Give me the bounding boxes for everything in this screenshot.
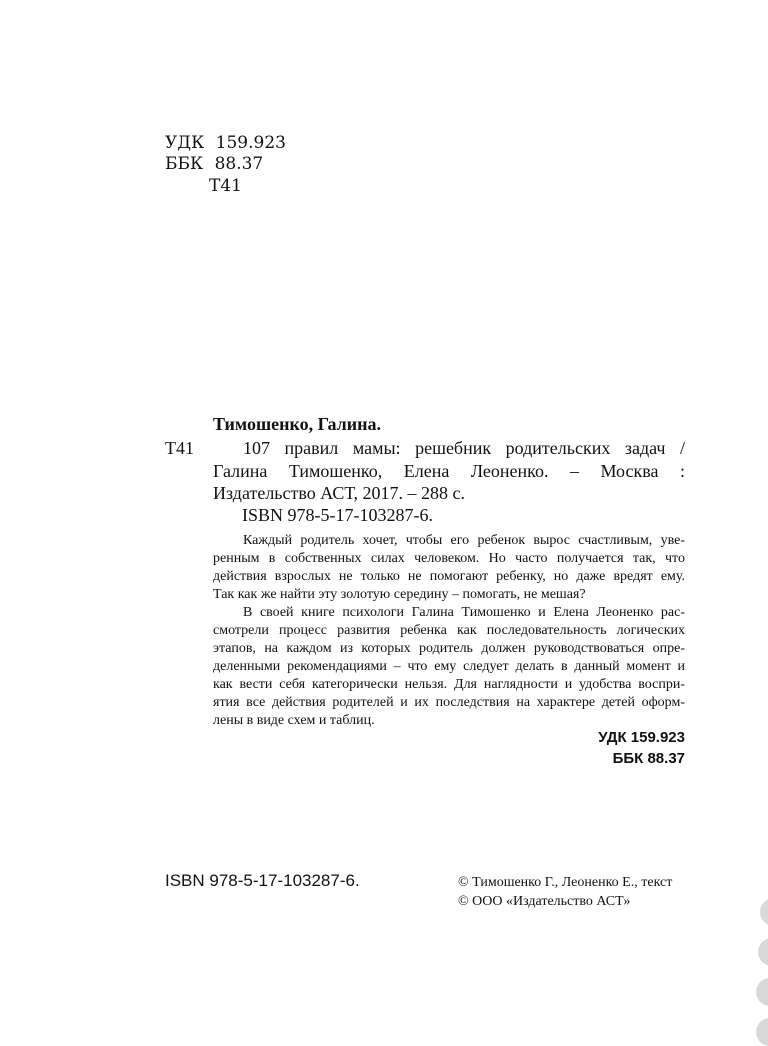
annotation-line: деленными рекомендациями – что ему следует делать в данный момент и [213, 659, 685, 674]
edge-circle-decoration [756, 978, 768, 1006]
description-line: Галина Тимошенко, Елена Леоненко. – Москва : [213, 460, 685, 481]
bibliographic-description [213, 437, 685, 505]
cutter-mark: Т41 [165, 438, 194, 458]
bbk-value: 88.37 [214, 154, 264, 174]
annotation-line: этапов, на каждом из которых родитель должен руководствоваться опре- [213, 641, 685, 656]
annotation-line: как вести себя категорически нельзя. Для наглядности и удобства воспри- [213, 677, 685, 692]
annotation-line: В своей книге психологи Галина Тимошенко и Елена Леоненко рас- [243, 605, 685, 620]
bbk-top [165, 154, 263, 175]
annotation-line: ренным в собственных силах человеком. Но часто получается так, что [213, 551, 685, 566]
annotation-line: ятия все действия родителей и их последствия на характере детей оформ- [213, 695, 685, 710]
description-line: Издательство АСТ, 2017. – 288 с. [213, 483, 466, 503]
udk-value: 159.923 [215, 133, 286, 153]
udk-code: УДК 159.923 [598, 729, 685, 746]
edge-circle-decoration [758, 938, 768, 966]
author-heading: Тимошенко, Галина. [213, 414, 382, 434]
classification-codes [598, 727, 685, 769]
annotation-line: смотрели процесс развития ребенка как последовательность логических [213, 623, 685, 638]
udk-label: УДК [165, 133, 205, 153]
annotation-line: лены в виде схем и таблиц. [213, 713, 375, 728]
description-line: 107 правил мамы: решебник родительских задач / [243, 438, 685, 458]
card-isbn: ISBN 978-5-17-103287-6. [242, 505, 433, 525]
udk-top [165, 133, 286, 154]
copyright-block [458, 873, 672, 911]
annotation [213, 532, 685, 730]
annotation-line: Так как же найти эту золотую середину – помогать, не мешая? [213, 587, 586, 602]
bbk-code: ББК 88.37 [612, 750, 685, 767]
annotation-line: действия взрослых не только не помогают ребенку, но даже вредят ему. [213, 569, 685, 584]
edge-circle-decoration [756, 1018, 768, 1046]
cutter-top: Т41 [209, 176, 242, 196]
bbk-label: ББК [165, 154, 204, 174]
footer-isbn: ISBN 978-5-17-103287-6. [165, 871, 360, 890]
copyright-publisher: © ООО «Издательство АСТ» [458, 894, 631, 909]
copyright-authors: © Тимошенко Г., Леоненко Е., текст [458, 875, 673, 890]
annotation-line: Каждый родитель хочет, чтобы его ребенок вырос счастливым, уве- [243, 533, 685, 548]
edge-circle-decoration [760, 898, 768, 926]
